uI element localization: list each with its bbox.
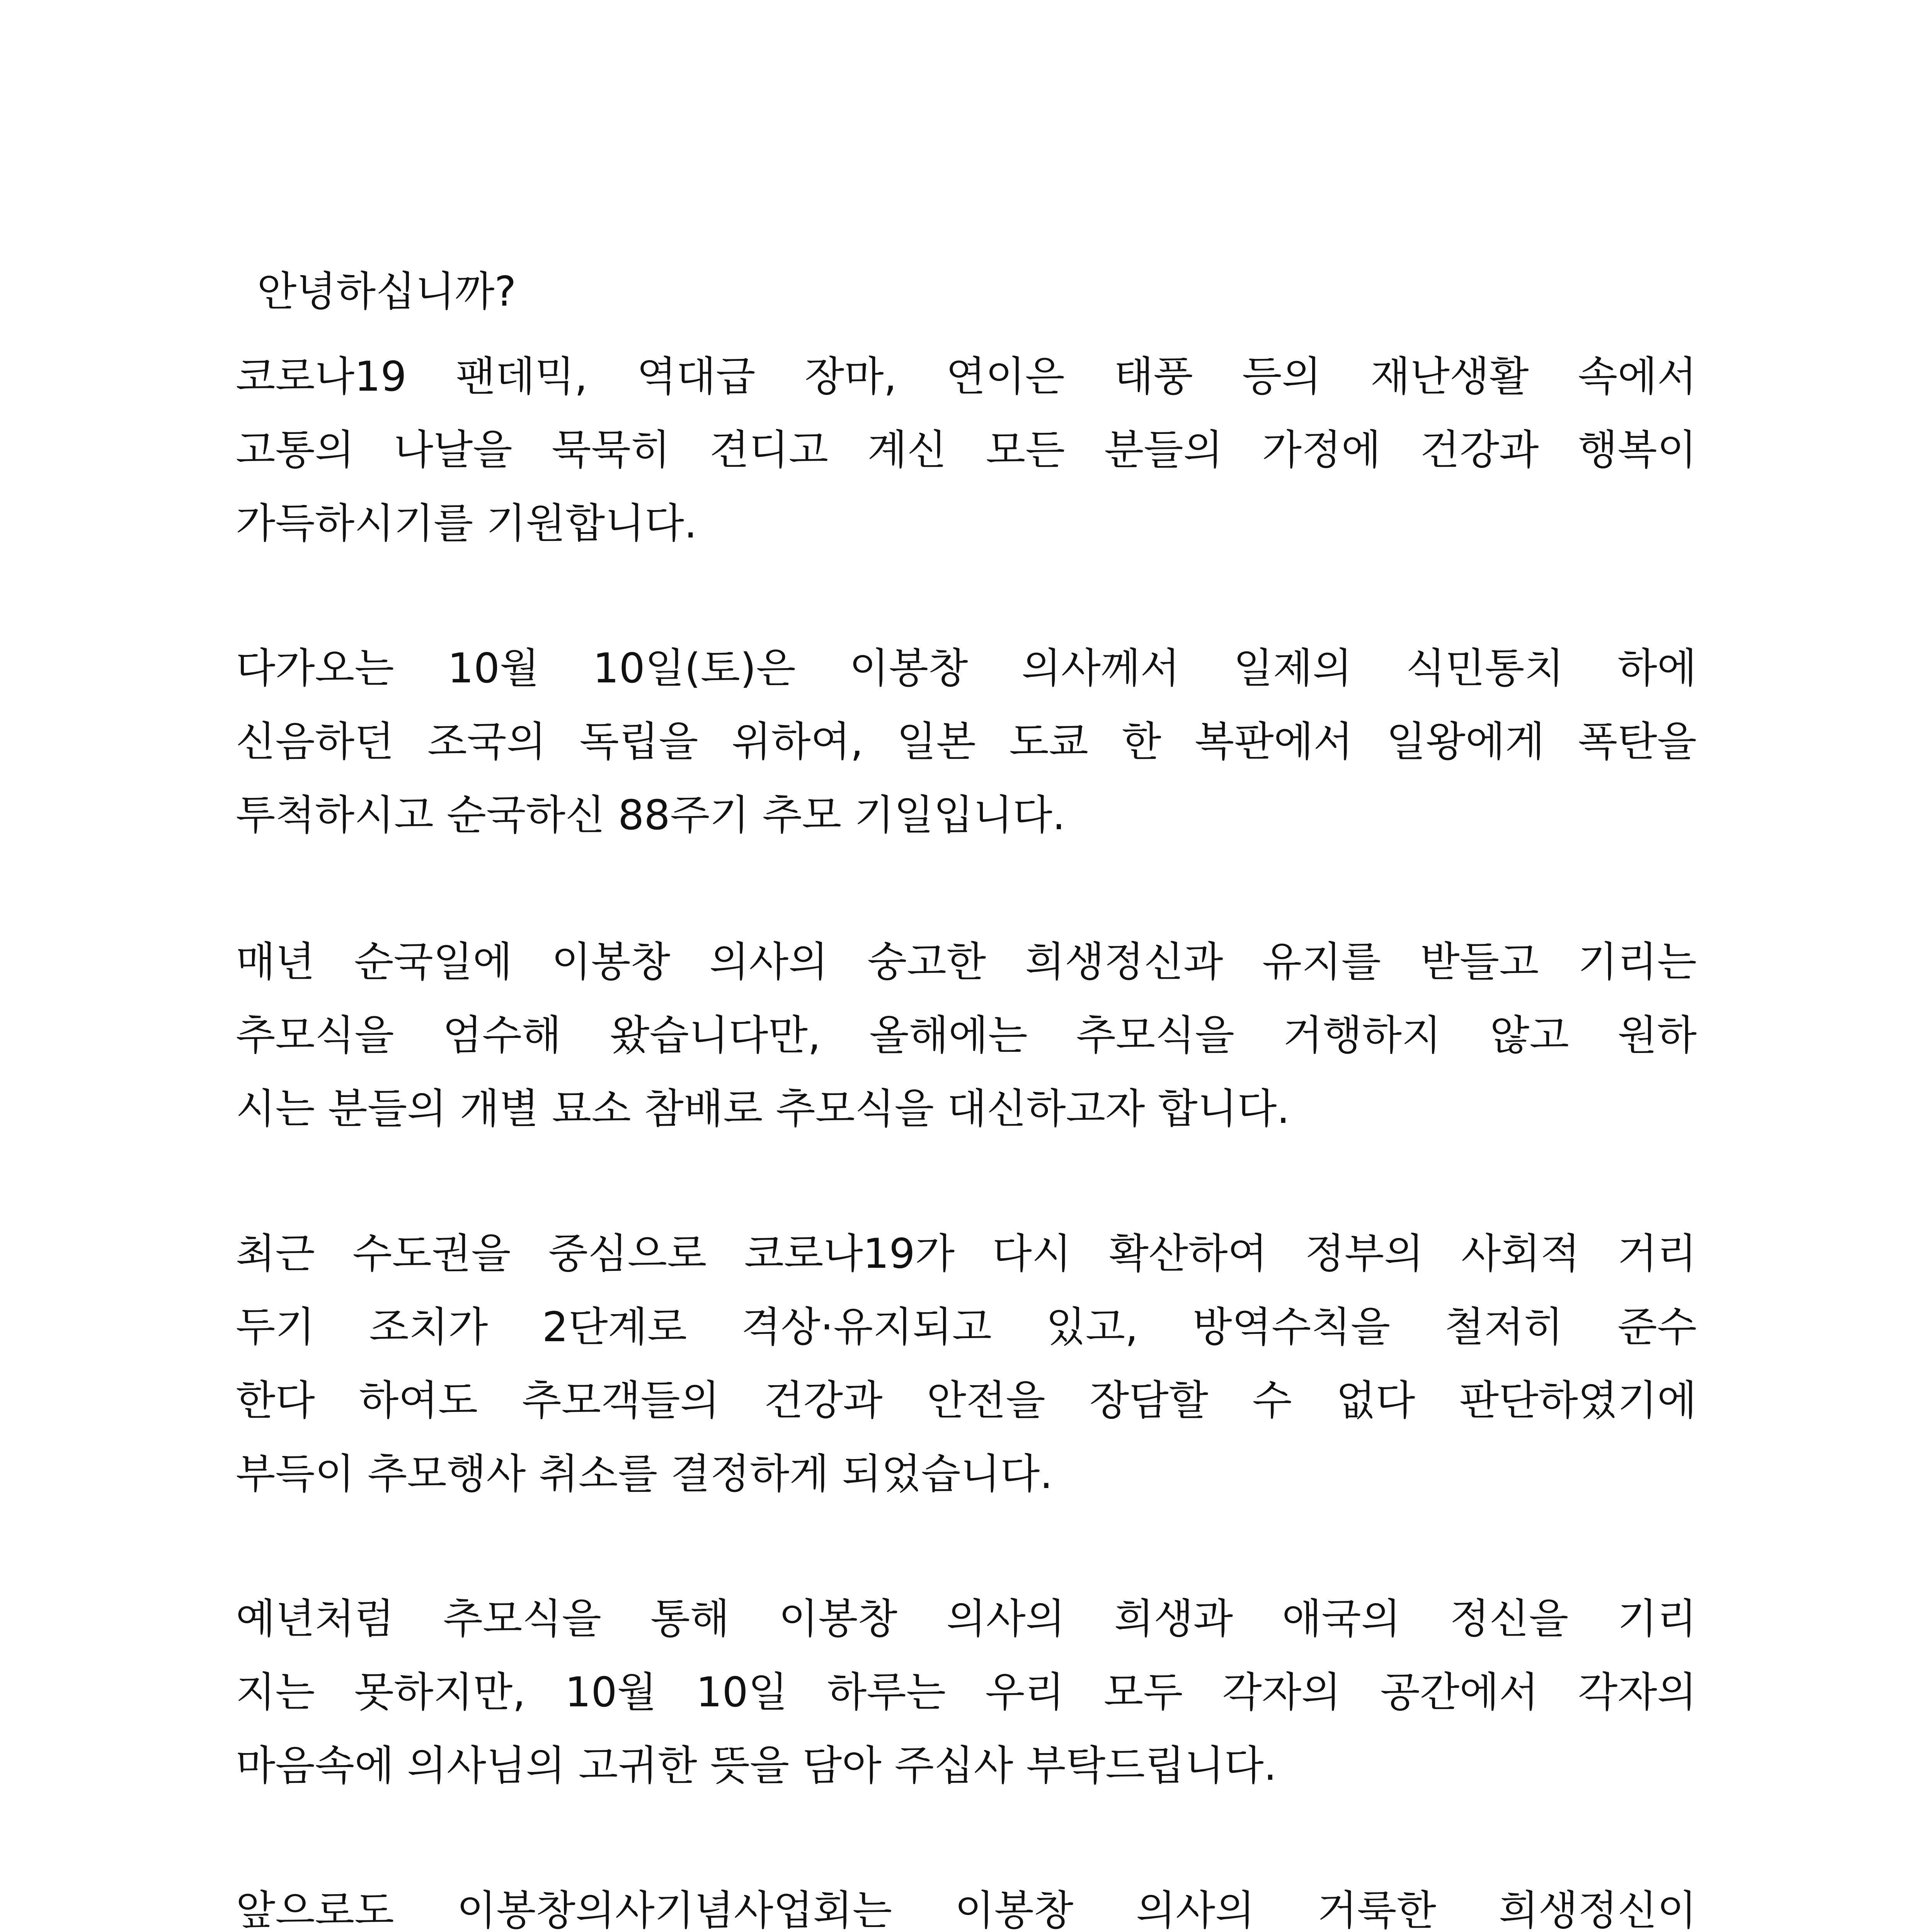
paragraph-3-line-2: 추모식을 엄수해 왔습니다만, 올해에는 추모식을 거행하지 않고 원하 (236, 1012, 1697, 1059)
paragraph-1-line-2: 고통의 나날을 묵묵히 견디고 계신 모든 분들의 가정에 건강과 행복이 (236, 426, 1697, 474)
paragraph-5-line-1: 예년처럼 추모식을 통해 이봉창 의사의 희생과 애국의 정신을 기리 (236, 1595, 1697, 1643)
paragraph-3-line-3: 시는 분들의 개별 묘소 참배로 추모식을 대신하고자 합니다. (236, 1085, 1290, 1133)
paragraph-4-line-3: 한다 하여도 추모객들의 건강과 안전을 장담할 수 없다 판단하였기에 (236, 1377, 1697, 1424)
paragraph-5-line-3: 마음속에 의사님의 고귀한 뜻을 담아 주십사 부탁드립니다. (236, 1742, 1277, 1789)
paragraph-2-line-3: 투척하시고 순국하신 88주기 추모 기일입니다. (236, 791, 1066, 839)
paragraph-2-line-1: 다가오는 10월 10일(토)은 이봉창 의사께서 일제의 식민통치 하에 (236, 645, 1697, 692)
paragraph-4-line-4: 부득이 추모행사 취소를 결정하게 되었습니다. (236, 1450, 1053, 1498)
paragraph-1-line-3: 가득하시기를 기원합니다. (236, 500, 697, 547)
paragraph-4-line-1: 최근 수도권을 중심으로 코로나19가 다시 확산하여 정부의 사회적 거리 (236, 1230, 1697, 1277)
paragraph-2-line-2: 신음하던 조국의 독립을 위하여, 일본 도쿄 한 복판에서 일왕에게 폭탄을 (236, 718, 1697, 765)
paragraph-3-line-1: 매년 순국일에 이봉창 의사의 숭고한 희생정신과 유지를 받들고 기리는 (236, 938, 1697, 986)
paragraph-4-line-2: 두기 조치가 2단계로 격상·유지되고 있고, 방역수칙을 철저히 준수 (236, 1303, 1697, 1351)
paragraph-5-line-2: 지는 못하지만, 10월 10일 하루는 우리 모두 각자의 공간에서 각자의 (236, 1668, 1697, 1716)
greeting: 안녕하십니까? (257, 268, 516, 315)
paragraph-6-line-1: 앞으로도 이봉창의사기념사업회는 이봉창 의사의 거룩한 희생정신이 (236, 1887, 1697, 1932)
paragraph-1-line-1: 코로나19 팬데믹, 역대급 장마, 연이은 태풍 등의 재난생활 속에서 (236, 353, 1697, 400)
